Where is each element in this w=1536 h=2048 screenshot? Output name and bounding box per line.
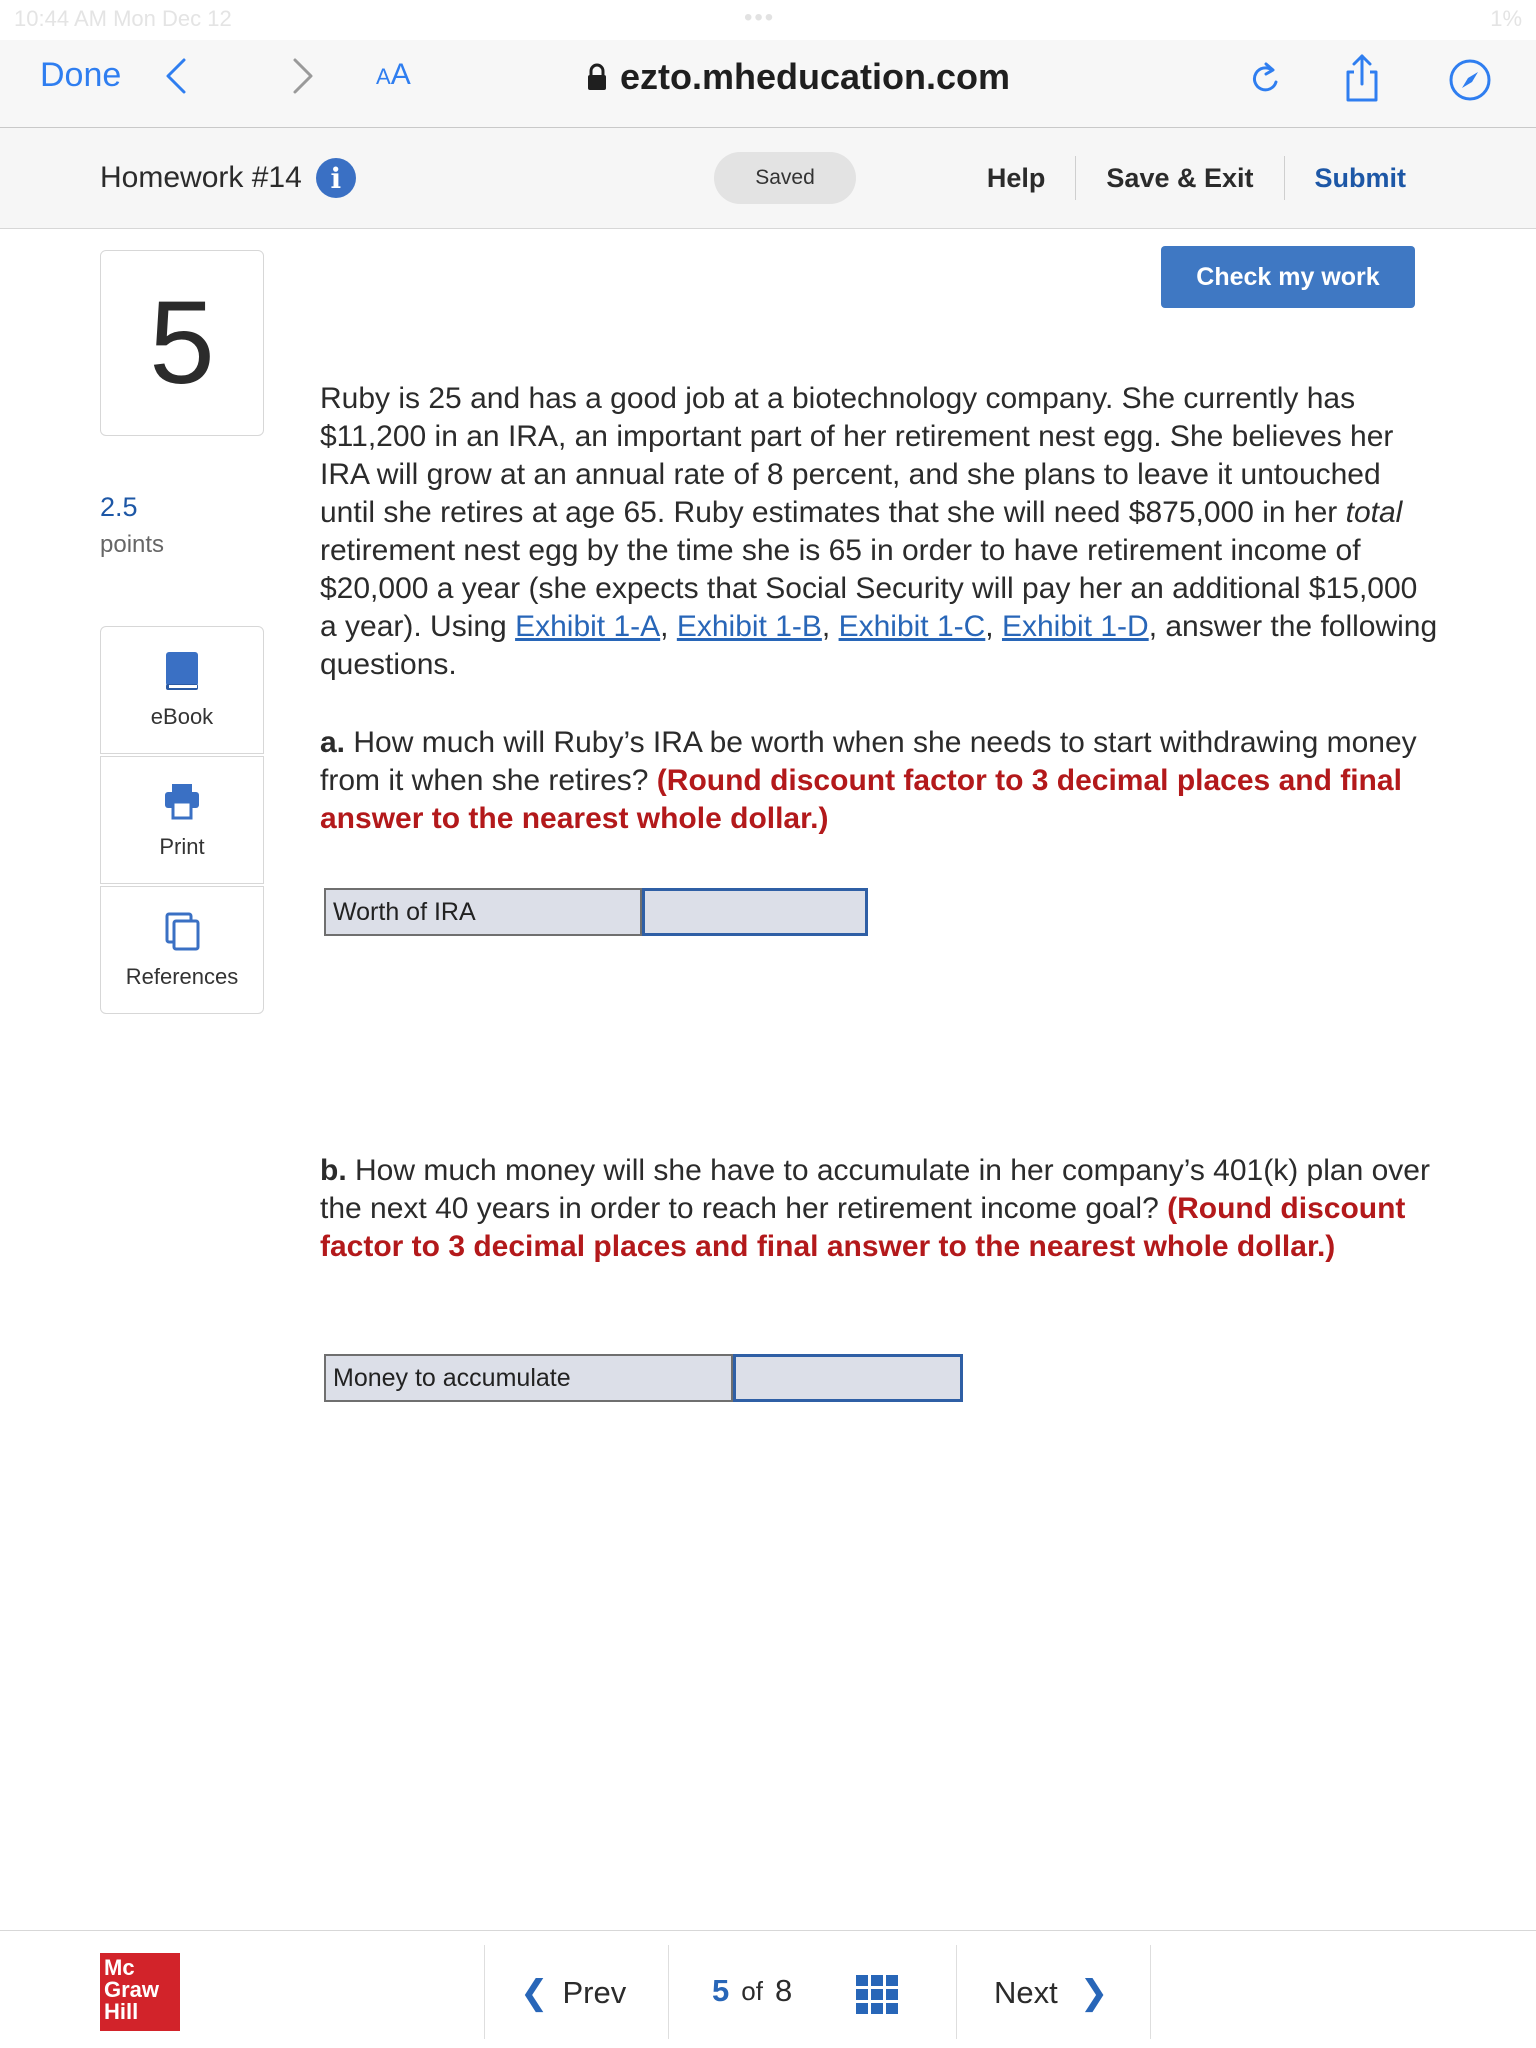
- references-icon: [163, 910, 201, 952]
- points-value: 2.5: [100, 492, 138, 522]
- check-my-work-button[interactable]: Check my work: [1161, 246, 1415, 308]
- next-button[interactable]: Next ❯: [994, 1974, 1109, 2012]
- print-label: Print: [159, 834, 205, 859]
- ebook-button[interactable]: [100, 626, 264, 754]
- grid-icon[interactable]: [856, 1975, 898, 2015]
- text-size-button[interactable]: AA: [376, 58, 411, 91]
- chevron-right-icon: ❯: [1079, 1974, 1109, 2012]
- money-to-accumulate-label: Money to accumulate: [324, 1354, 733, 1402]
- back-icon[interactable]: [158, 54, 194, 98]
- answer-table-a: [324, 888, 868, 936]
- worth-of-ira-label: Worth of IRA: [324, 888, 642, 936]
- footer-nav: [0, 1930, 1536, 2048]
- question-a: a. How much will Ruby’s IRA be worth when she needs to start withdrawing money from it when she retires? (Round discount factor to 3 decimal places and final answer to the nearest whole dollar.): [320, 726, 1417, 835]
- rounding-note-b: (Round discount factor to 3 decimal places and final answer to the nearest whole dollar.): [320, 1192, 1406, 1263]
- battery-indicator: 1%: [1490, 6, 1522, 31]
- page-indicator: 5 of 8: [712, 1973, 793, 2008]
- status-time: 10:44 AM Mon Dec 12: [14, 6, 232, 31]
- header-actions: [957, 154, 1406, 202]
- references-label: References: [125, 964, 239, 989]
- browser-toolbar: [0, 40, 1536, 128]
- total-pages: 8: [774, 1973, 793, 2008]
- money-to-accumulate-input[interactable]: [733, 1354, 963, 1402]
- exhibit-link-1c[interactable]: Exhibit 1-C: [838, 610, 986, 643]
- submit-button[interactable]: Submit: [1284, 156, 1407, 200]
- lock-icon: [586, 63, 608, 91]
- saved-status-badge: Saved: [714, 152, 856, 204]
- save-exit-button[interactable]: Save & Exit: [1075, 156, 1283, 200]
- problem-statement: Ruby is 25 and has a good job at a biotechnology company. She currently has $11,200 in an IRA, an important part of her retirement nest egg. She believes her IRA will grow at an annual rate of 8 percent, and she plans to leave it untouched until she retires at age 65. Ruby estimates that she will need $875,000 in her total retirement nest egg by the time she is 65 in order to have retirement income of $20,000 a year (she expects that Social Security will pay her an additional $15,000 a year). Using Exhibit 1-A, Exhibit 1-B, Exhibit 1-C, Exhibit 1-D, answer the following questions.: [320, 382, 1438, 681]
- points-info: [100, 492, 164, 559]
- status-bar: [0, 0, 1536, 40]
- print-button[interactable]: [100, 756, 264, 884]
- current-page: 5: [712, 1973, 730, 2008]
- info-icon[interactable]: i: [316, 158, 356, 198]
- question-number: 5: [100, 250, 264, 436]
- forward-icon[interactable]: [285, 54, 321, 98]
- question-b: b. How much money will she have to accumulate in her company’s 401(k) plan over the next 40 years in order to reach her retirement income goal? (Round discount factor to 3 decimal places and final answer to the nearest whole dollar.): [320, 1154, 1430, 1263]
- assignment-title: Homework #14 i: [100, 158, 356, 198]
- divider: [668, 1945, 669, 2039]
- done-button[interactable]: Done: [40, 56, 122, 94]
- book-icon: [163, 650, 201, 692]
- multitask-dots[interactable]: •••: [744, 4, 776, 31]
- mcgraw-hill-logo: Mc Graw Hill: [100, 1953, 180, 2031]
- answer-table-b: [324, 1354, 963, 1402]
- help-button[interactable]: Help: [986, 162, 1046, 193]
- address-bar[interactable]: [586, 56, 1010, 98]
- exhibit-link-1b[interactable]: Exhibit 1-B: [676, 610, 822, 643]
- divider: [956, 1945, 957, 2039]
- prev-button[interactable]: ❮ Prev: [520, 1974, 627, 2012]
- rounding-note-a: (Round discount factor to 3 decimal places and final answer to the nearest whole dollar.): [320, 764, 1402, 835]
- compass-icon[interactable]: [1448, 58, 1492, 102]
- printer-icon: [163, 780, 201, 822]
- share-icon[interactable]: [1342, 52, 1382, 104]
- exhibit-link-1a[interactable]: Exhibit 1-A: [515, 610, 661, 643]
- reload-icon[interactable]: [1248, 60, 1284, 100]
- exhibit-link-1d[interactable]: Exhibit 1-D: [1001, 610, 1149, 643]
- assignment-header: [0, 128, 1536, 229]
- references-button[interactable]: [100, 886, 264, 1014]
- url-text: ezto.mheducation.com: [620, 56, 1011, 97]
- chevron-left-icon: ❮: [520, 1974, 549, 2012]
- divider: [484, 1945, 485, 2039]
- ebook-label: eBook: [150, 704, 214, 729]
- points-label: points: [100, 531, 165, 558]
- divider: [1150, 1945, 1151, 2039]
- worth-of-ira-input[interactable]: [642, 888, 868, 936]
